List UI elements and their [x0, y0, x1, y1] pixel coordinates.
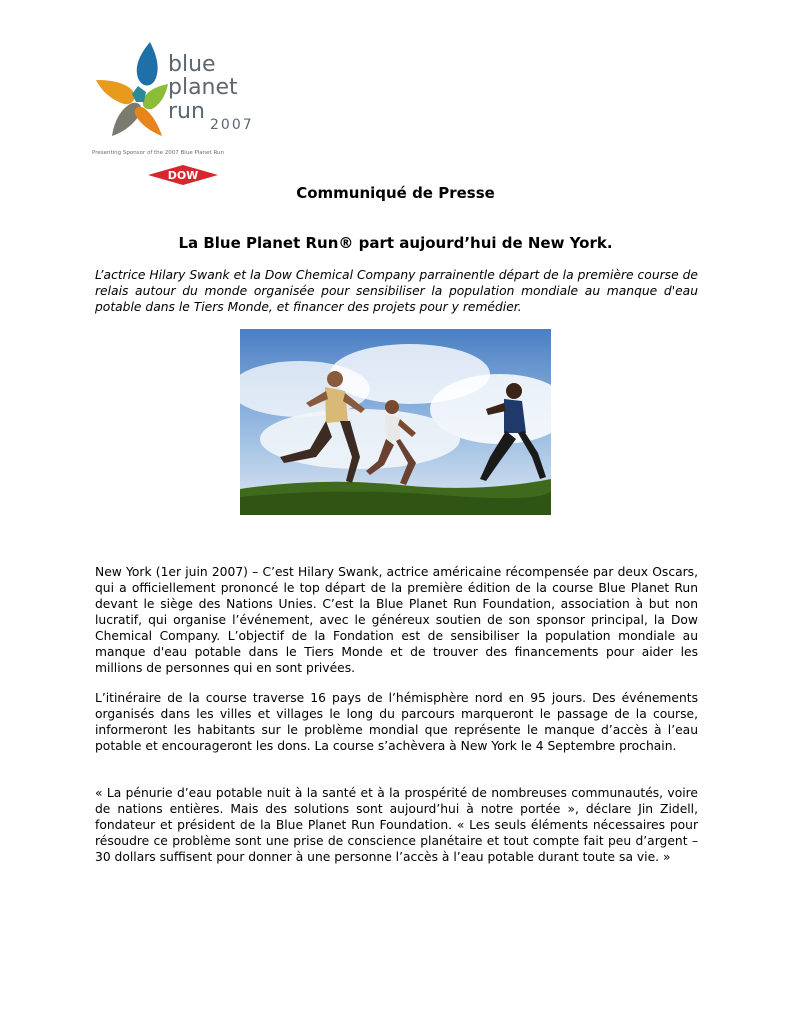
logo-word-blue: blue — [168, 52, 216, 77]
blue-planet-run-logo — [92, 40, 292, 200]
runners-photo-icon — [240, 329, 551, 515]
intro-paragraph: L’actrice Hilary Swank et la Dow Chemical Company parrainentle départ de la première course de relais autour du monde organisée pour sensibiliser la population mondiale au manque d'eau potable dans le Tiers Monde, et financer des projets pour y remédier. — [95, 268, 698, 314]
body-paragraph-3: « La pénurie d’eau potable nuit à la santé et à la prospérité de nombreuses communautés, voire de nations entières. Mais des solutions sont aujourd’hui à notre portée », déclare Jin Zidell, fondateur et président de la Blue Planet Run Foundation. « Les seuls éléments nécessaires pour résoudre ce problème sont une prise de conscience planétaire et tout compte fait peu d’argent – 30 dollars suffisent pour donner à une personne l’accès à l’eau potable durant toute sa vie. » — [95, 786, 698, 864]
logo-year: 2007 — [210, 117, 254, 133]
page-title: Communiqué de Presse — [296, 184, 495, 202]
headline: La Blue Planet Run® part aujourd’hui de New York. — [178, 234, 613, 252]
sponsor-caption: Presenting Sponsor of the 2007 Blue Planet Run — [92, 150, 224, 156]
dow-diamond-logo — [147, 164, 219, 186]
runners-photo — [240, 329, 551, 515]
body-paragraph-2: L’itinéraire de la course traverse 16 pays de l’hémisphère nord en 95 jours. Des événements organisés dans les villes et villages le long du parcours marqueront le passage de la course, informeront les habitants sur le problème mondial que représente le manque d’accès à l’eau potable et encourageront les dons. La course s’achèvera à New York le 4 Septembre prochain. — [95, 691, 698, 753]
logo-word-run: run — [168, 99, 205, 124]
logo-word-planet: planet — [168, 75, 238, 100]
body-paragraph-1: New York (1er juin 2007) – C’est Hilary Swank, actrice américaine récompensée par deux Oscars, qui a officiellement prononcé le top départ de la première édition de la course Blue Planet Run devant le siège des Nations Unies. C’est la Blue Planet Run Foundation, association à but non lucratif, qui organise l’événement, avec le généreux soutien de son sponsor principal, la Dow Chemical Company. L’objectif de la Fondation est de sensibiliser la population mondiale au manque d'eau potable dans le Tiers Monde et de trouver des financements pour aider les millions de personnes qui en sont privées. — [95, 565, 698, 675]
star-flower-icon — [92, 40, 172, 140]
dow-logo-text: DOW — [167, 169, 199, 182]
